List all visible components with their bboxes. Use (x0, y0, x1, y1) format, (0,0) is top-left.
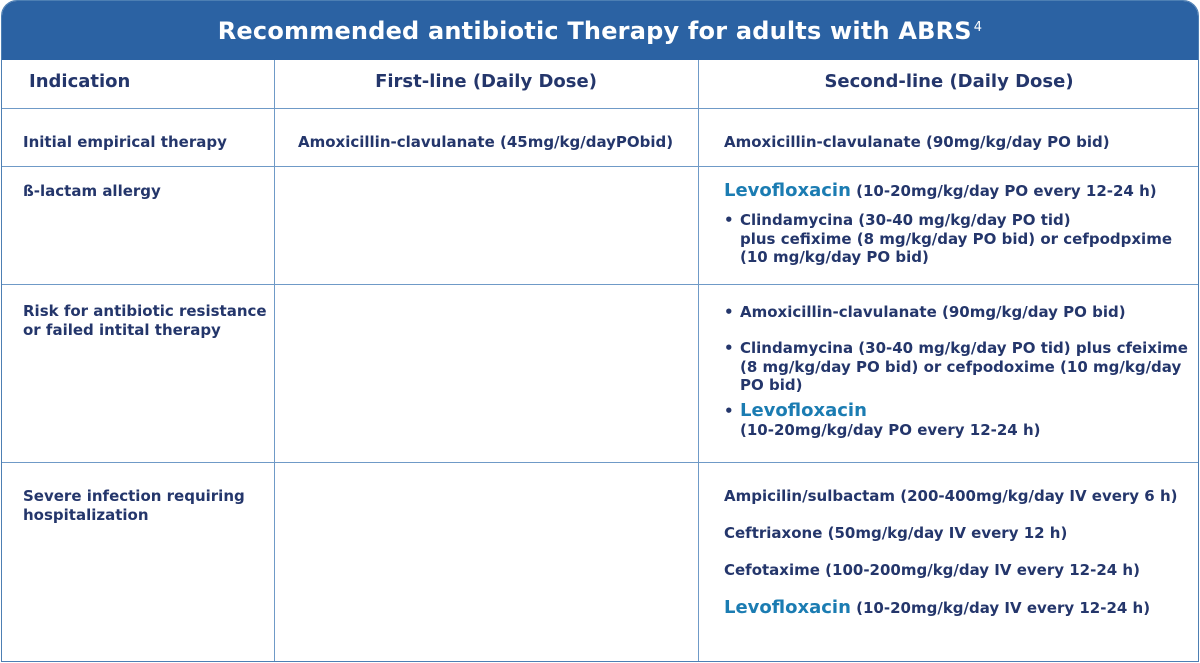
indication-line: Severe infection requiring (23, 487, 245, 505)
levofloxacin-dose: (10-20mg/kg/day PO every 12-24 h) (856, 182, 1157, 200)
column-divider (274, 60, 275, 662)
bullet: • (724, 339, 734, 357)
levofloxacin-name: Levofloxacin (740, 400, 867, 421)
row3-clindamycina (724, 339, 1188, 395)
column-divider (698, 60, 699, 662)
row-divider (2, 166, 1198, 167)
row1-second-line: Amoxicillin-clavulanate (90mg/kg/day PO bid) (724, 133, 1110, 151)
row4-ampicilin: Ampicilin/sulbactam (200-400mg/kg/day IV every 6 h) (724, 487, 1178, 505)
row3-amoxicillin (724, 303, 1126, 322)
title-reference: 4 (973, 20, 983, 35)
levofloxacin-name: Levofloxacin (724, 597, 851, 618)
row2-levofloxacin (724, 182, 1157, 201)
indication-line: or failed intital therapy (23, 320, 221, 339)
row3-indication (23, 302, 267, 339)
header-first-line: First-line (Daily Dose) (375, 71, 597, 92)
bullet: • (724, 402, 734, 420)
row-divider (2, 108, 1198, 109)
clinda-line: (10 mg/kg/day PO bid) (740, 248, 929, 266)
antibiotic-table-card (1, 0, 1199, 662)
bullet: • (724, 211, 734, 229)
row2-clindamycina (724, 211, 1172, 267)
bullet: • (724, 303, 734, 321)
clinda-line: (8 mg/kg/day PO bid) or cefpodoxime (10 mg/kg/day (740, 357, 1182, 376)
levofloxacin-name: Levofloxacin (724, 180, 851, 201)
amox-text: Amoxicillin-clavulanate (90mg/kg/day PO bid) (740, 303, 1126, 321)
clinda-line: plus cefixime (8 mg/kg/day PO bid) or cefpodpxime (740, 229, 1172, 248)
header-indication: Indication (29, 71, 131, 92)
row-divider (2, 462, 1198, 463)
row4-levofloxacin (724, 599, 1150, 618)
row3-levofloxacin (724, 402, 1040, 439)
indication-line: Risk for antibiotic resistance (23, 302, 267, 320)
table-title (2, 1, 1198, 60)
levofloxacin-dose: (10-20mg/kg/day PO every 12-24 h) (740, 420, 1041, 439)
row4-cefotaxime: Cefotaxime (100-200mg/kg/day IV every 12-24 h) (724, 561, 1140, 579)
clinda-line: PO bid) (740, 376, 803, 394)
row4-ceftriaxone: Ceftriaxone (50mg/kg/day IV every 12 h) (724, 524, 1068, 542)
row4-indication (23, 487, 245, 524)
row2-indication: ß-lactam allergy (23, 182, 161, 200)
header-second-line: Second-line (Daily Dose) (824, 71, 1074, 92)
levofloxacin-dose: (10-20mg/kg/day IV every 12-24 h) (856, 599, 1151, 617)
row-divider (2, 284, 1198, 285)
row1-first-line: Amoxicillin-clavulanate (45mg/kg/dayPObid) (298, 133, 674, 151)
therapy-table (2, 60, 1198, 662)
table-title-text: Recommended antibiotic Therapy for adults with ABRS (217, 16, 972, 45)
indication-line: hospitalization (23, 505, 149, 524)
row1-indication: Initial empirical therapy (23, 133, 227, 151)
clinda-line: Clindamycina (30-40 mg/kg/day PO tid) (740, 211, 1071, 229)
clinda-line: Clindamycina (30-40 mg/kg/day PO tid) plus cfeixime (740, 339, 1188, 357)
